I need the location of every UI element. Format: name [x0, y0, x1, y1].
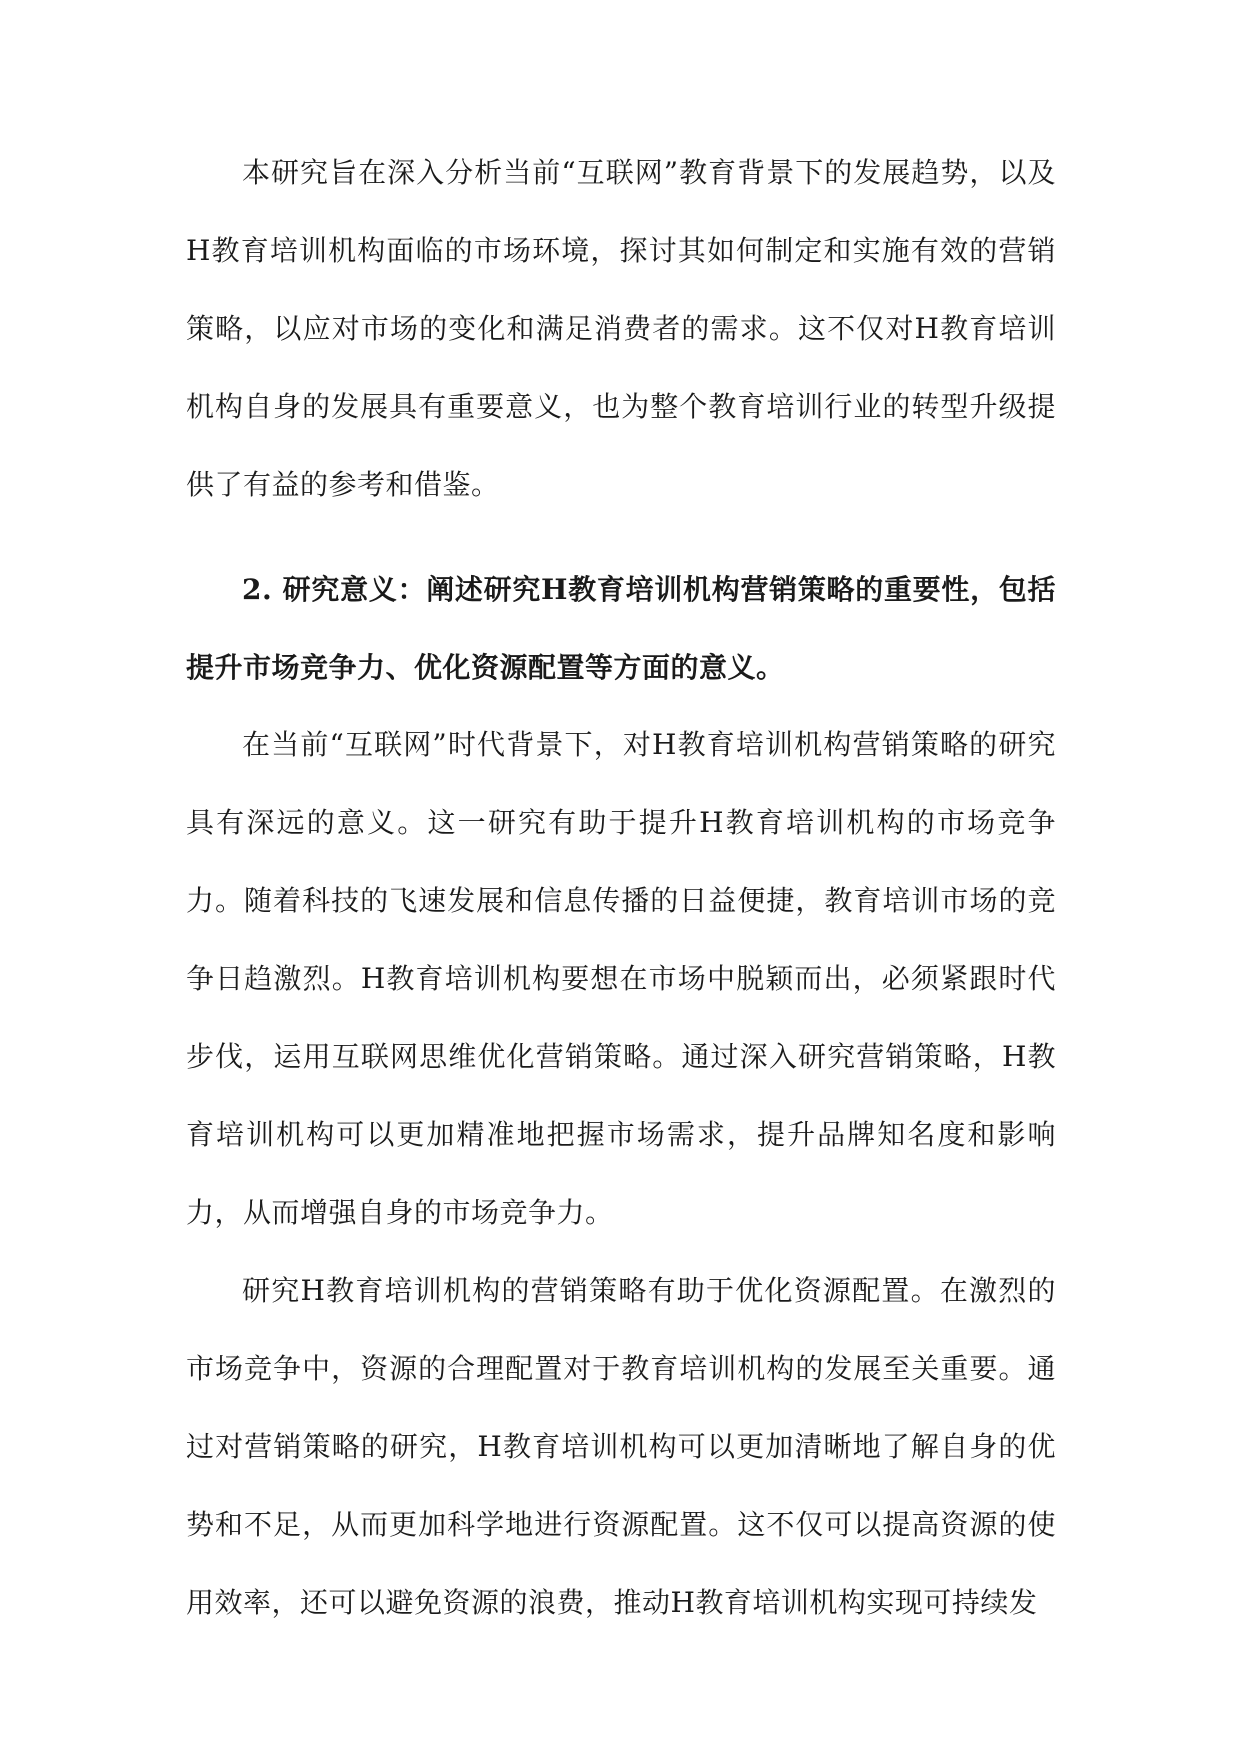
- body-paragraph: 在当前“互联网”时代背景下，对H教育培训机构营销策略的研究具有深远的意义。这一研究有助于提升H教育培训机构的市场竞争力。随着科技的飞速发展和信息传播的日益便捷，教育培训市场的竞争日趋激烈。H教育培训机构要想在市场中脱颖而出，必须紧跟时代步伐，运用互联网思维优化营销策略。通过深入研究营销策略，H教育培训机构可以更加精准地把握市场需求，提升品牌知名度和影响力，从而增强自身的市场竞争力。: [186, 728, 1056, 1229]
- section-heading: 2. 研究意义：阐述研究H教育培训机构营销策略的重要性，包括提升市场竞争力、优化资源配置等方面的意义。: [186, 573, 1056, 684]
- body-paragraph: 本研究旨在深入分析当前“互联网”教育背景下的发展趋势，以及H教育培训机构面临的市场环境，探讨其如何制定和实施有效的营销策略，以应对市场的变化和满足消费者的需求。这不仅对H教育培训机构自身的发展具有重要意义，也为整个教育培训行业的转型升级提供了有益的参考和借鉴。: [186, 156, 1056, 501]
- body-paragraph: 研究H教育培训机构的营销策略有助于优化资源配置。在激烈的市场竞争中，资源的合理配置对于教育培训机构的发展至关重要。通过对营销策略的研究，H教育培训机构可以更加清晰地了解自身的优势和不足，从而更加科学地进行资源配置。这不仅可以提高资源的使用效率，还可以避免资源的浪费，推动H教育培训机构实现可持续发: [186, 1274, 1056, 1619]
